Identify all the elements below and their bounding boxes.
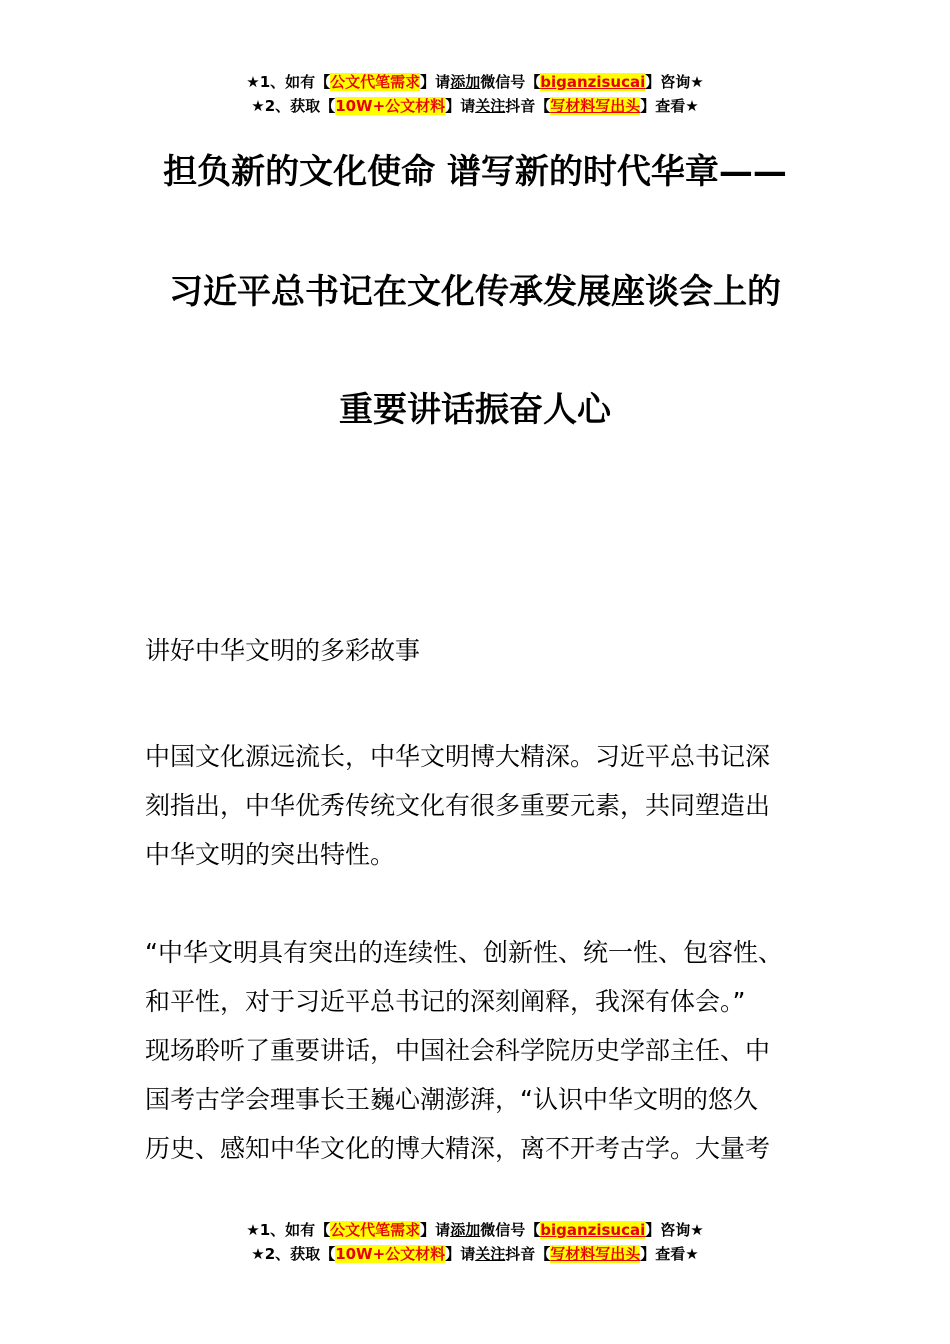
banner-text: 抖音【 <box>505 97 551 115</box>
paragraph-line: 刻指出，中华优秀传统文化有很多重要元素，共同塑造出 <box>145 791 771 820</box>
paragraph-line: 国考古学会理事长王巍心潮澎湃，“认识中华文明的悠久 <box>145 1085 758 1114</box>
banner-text: 】请 <box>420 1221 451 1239</box>
banner-line-2 <box>0 94 950 118</box>
footer-banner <box>0 1218 950 1266</box>
douyin-highlight: 写材料写出头 <box>550 97 641 115</box>
follow-emphasis: 关注 <box>475 97 506 115</box>
banner-text: 微信号【 <box>480 73 541 91</box>
banner-line-1 <box>0 1218 950 1242</box>
materials-highlight: 10W+公文材料 <box>335 97 446 115</box>
follow-emphasis: 关注 <box>475 1245 506 1263</box>
add-emphasis: 添加 <box>450 1221 481 1239</box>
banner-line-2 <box>0 1242 950 1266</box>
banner-text: 】请 <box>420 73 451 91</box>
banner-text: 抖音【 <box>505 1245 551 1263</box>
paragraph-line: 中华文明的突出特性。 <box>145 840 396 869</box>
paragraph-line: 历史、感知中华文化的博大精深，离不开考古学。大量考 <box>145 1134 771 1163</box>
paragraph-line: 现场聆听了重要讲话，中国社会科学院历史学部主任、中 <box>145 1036 771 1065</box>
body-paragraph-1 <box>145 732 810 879</box>
banner-text: 】请 <box>445 97 476 115</box>
wechat-id-highlight: biganzisucai <box>540 1221 646 1239</box>
banner-text: ★1、如有【 <box>246 73 331 91</box>
paragraph-line: 和平性，对于习近平总书记的深刻阐释，我深有体会。” <box>145 987 746 1016</box>
banner-text: 】咨询★ <box>645 1221 704 1239</box>
banner-text: ★2、获取【 <box>251 97 336 115</box>
banner-text: 】查看★ <box>640 97 699 115</box>
banner-text: ★1、如有【 <box>246 1221 331 1239</box>
banner-line-1 <box>0 70 950 94</box>
paragraph-line: 中国文化源远流长，中华文明博大精深。习近平总书记深 <box>145 742 771 771</box>
body-paragraph-2 <box>145 928 810 1173</box>
banner-text: ★2、获取【 <box>251 1245 336 1263</box>
materials-highlight: 10W+公文材料 <box>335 1245 446 1263</box>
douyin-highlight: 写材料写出头 <box>550 1245 641 1263</box>
banner-text: 微信号【 <box>480 1221 541 1239</box>
header-banner <box>0 70 950 118</box>
document-title-line-1: 担负新的文化使命 谱写新的时代华章—— <box>163 152 787 192</box>
banner-text: 】咨询★ <box>645 73 704 91</box>
banner-text: 】请 <box>445 1245 476 1263</box>
section-subheading: 讲好中华文明的多彩故事 <box>145 636 421 665</box>
service-highlight: 公文代笔需求 <box>330 73 421 91</box>
paragraph-line: “中华文明具有突出的连续性、创新性、统一性、包容性、 <box>145 938 783 967</box>
service-highlight: 公文代笔需求 <box>330 1221 421 1239</box>
document-title-line-2: 习近平总书记在文化传承发展座谈会上的 <box>169 272 781 312</box>
add-emphasis: 添加 <box>450 73 481 91</box>
document-title-line-3: 重要讲话振奋人心 <box>339 390 611 430</box>
wechat-id-highlight: biganzisucai <box>540 73 646 91</box>
banner-text: 】查看★ <box>640 1245 699 1263</box>
